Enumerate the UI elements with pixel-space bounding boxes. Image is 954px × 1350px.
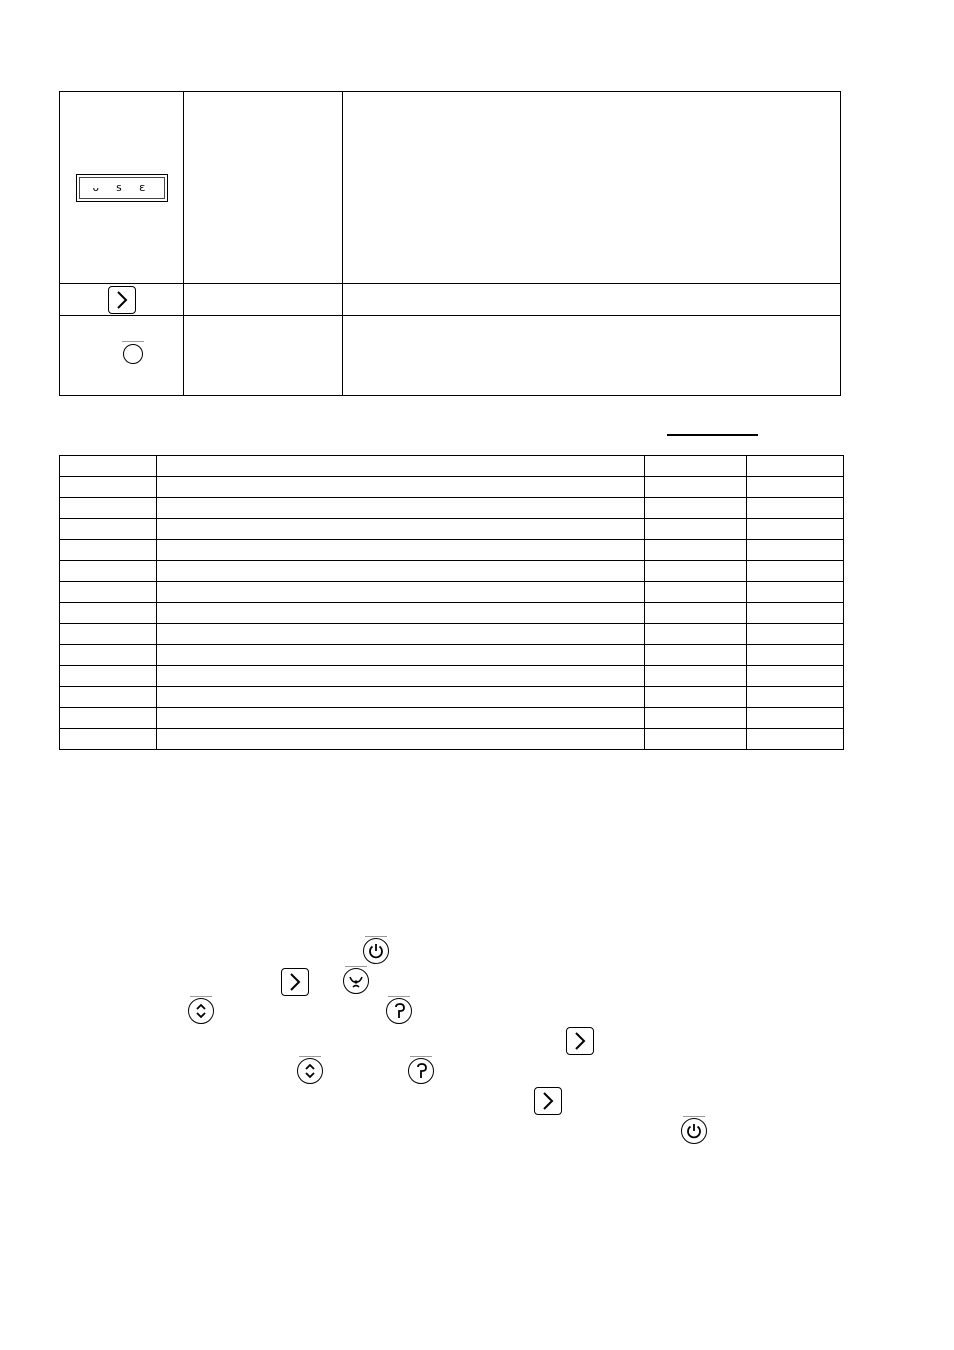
table-row — [60, 519, 844, 540]
chevron-right-key-icon[interactable] — [281, 968, 309, 996]
lcd-display-text: ᴗ s ɛ — [92, 181, 151, 194]
table-row — [60, 582, 844, 603]
table-row — [60, 708, 844, 729]
power-key-icon[interactable] — [363, 938, 389, 964]
underline-mark — [667, 434, 758, 436]
legend-row-circle-key — [60, 316, 206, 392]
legend-row-display — [60, 92, 183, 283]
key-legend-table — [59, 91, 841, 396]
table-row — [60, 603, 844, 624]
chevron-right-key-icon[interactable] — [534, 1087, 562, 1115]
table-row — [60, 687, 844, 708]
legend-row-next-key — [60, 284, 183, 315]
table-row — [60, 561, 844, 582]
table-row — [60, 477, 844, 498]
parameter-table — [59, 455, 844, 750]
table-row — [60, 645, 844, 666]
table-row — [60, 624, 844, 645]
power-key-icon[interactable] — [681, 1118, 707, 1144]
p-key-icon[interactable] — [386, 998, 412, 1024]
table-row — [60, 498, 844, 519]
table-row — [60, 456, 844, 477]
table-row — [60, 666, 844, 687]
chevron-right-key-icon[interactable] — [108, 286, 136, 314]
up-down-key-icon[interactable] — [188, 998, 214, 1024]
key-tick-mark — [122, 341, 144, 342]
fan-key-icon[interactable] — [343, 968, 369, 994]
column-divider — [342, 92, 343, 395]
p-key-icon[interactable] — [408, 1058, 434, 1084]
up-down-key-icon[interactable] — [297, 1058, 323, 1084]
chevron-right-key-icon[interactable] — [566, 1027, 594, 1055]
table-row — [60, 540, 844, 561]
table-row — [60, 729, 844, 750]
circle-key-icon[interactable] — [123, 344, 143, 364]
lcd-display-icon — [76, 174, 168, 202]
